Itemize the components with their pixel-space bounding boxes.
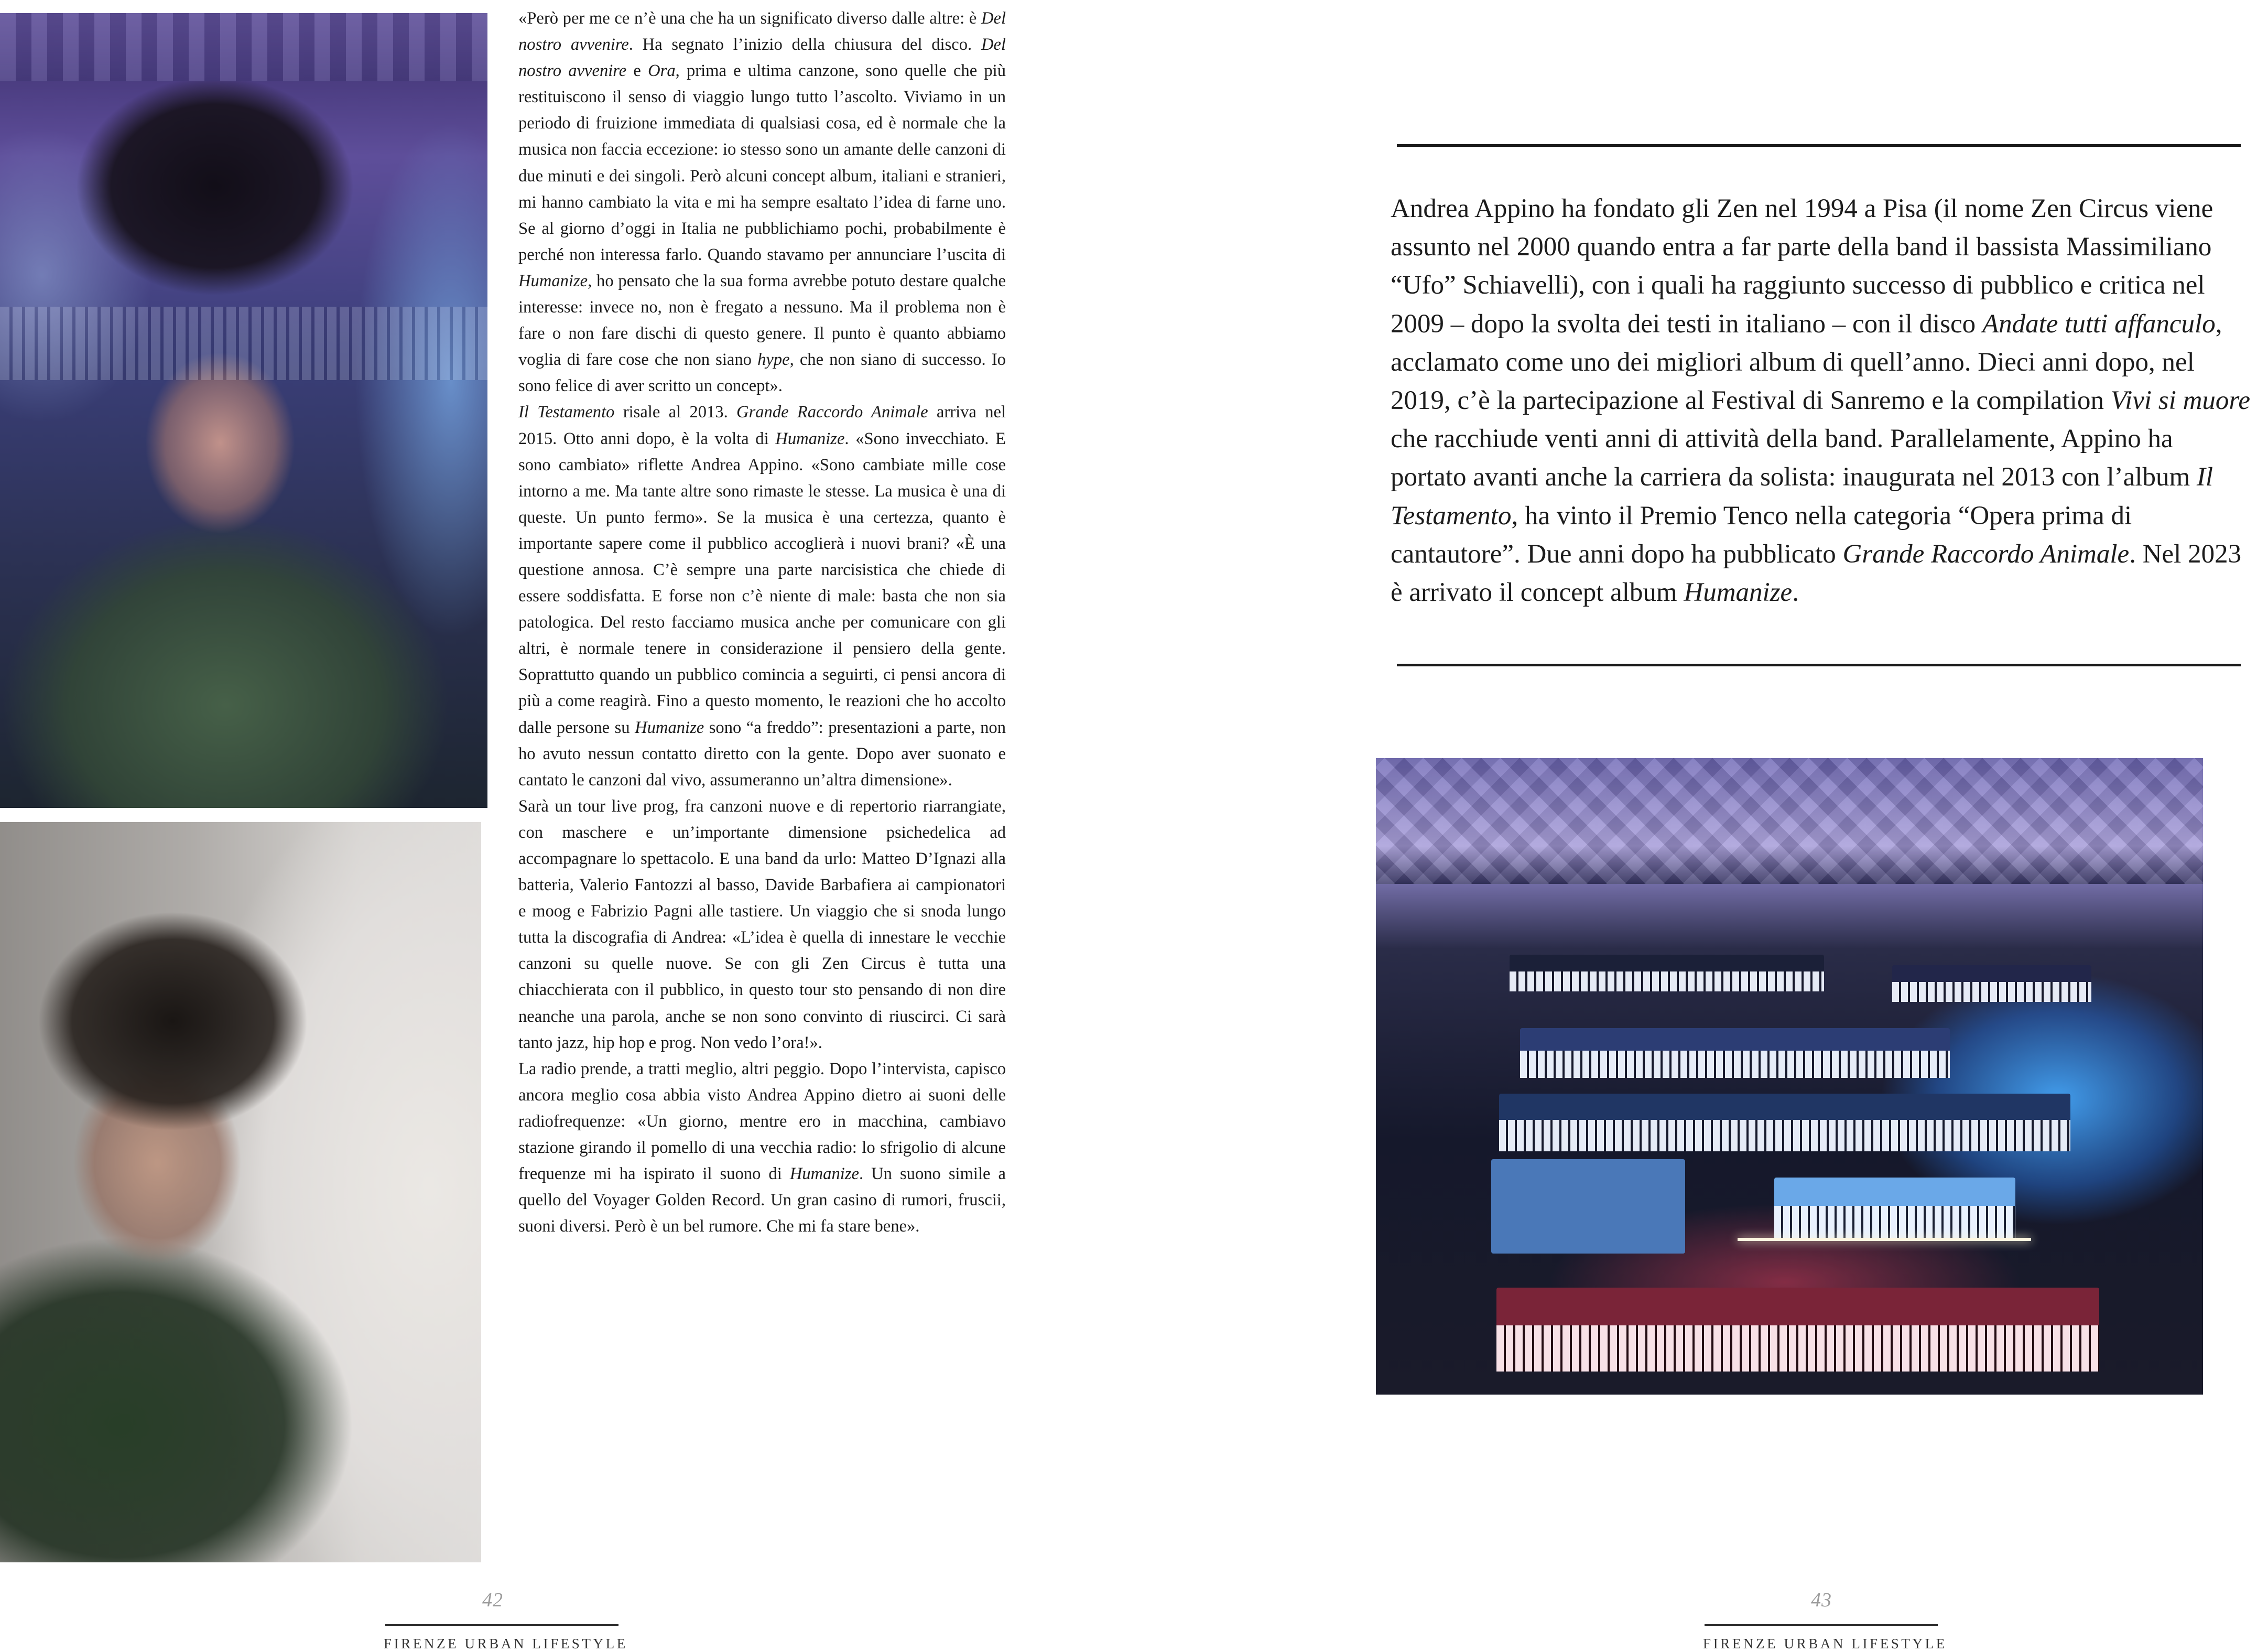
text-run: e [626, 61, 648, 81]
text-run: sono “a freddo”: presentazioni a parte, non ho avuto nessun contatto diretto con la gente. Dopo aver suonato e cantato le canzoni dal vivo, assumeranno un’altra dimensione». [518, 718, 1006, 790]
text-run: che racchiude venti anni di attività della band. Parallelamente, Appino ha portato avanti anche la carriera da solista: inaugurata nel 2013 con l’album [1391, 424, 2197, 492]
text-run: , ha vinto il Premio Tenco nella categoria “Opera prima di cantautore”. Due anni dopo ha pubblicato [1391, 501, 2132, 569]
text-run: «Però per me ce n’è una che ha un significato diverso dalle altre: è [518, 9, 981, 28]
song-title: Del nostro avvenire [518, 35, 1006, 81]
red-stage-keyboard [1496, 1288, 2099, 1372]
album-title: Humanize [518, 271, 588, 290]
paragraph-3: Sarà un tour live prog, fra canzoni nuove e di repertorio riarrangiate, con maschere e un’importante dimensione psichedelica ad accompagnare lo spettacolo. E una band da urlo: Matteo D’Ignazi alla batteria, Valerio Fantozzi al basso, Davide Barbafiera ai campionatori e moog e Fabrizio Pagni alle tastiere. Un viaggio che si snoda lungo tutta la discografia di Andrea: «L’idea è quella di innestare le vecchie canzoni su quelle nuove. Se con gli Zen Circus è tutta una chiacchierata con il pubblico, in questo tour sto pensando di non dire neanche una parola, anche se non sono convinto di riuscirci. Ci sarà tanto jazz, hip hop e prog. Non vedo l’ora!». [518, 796, 1006, 1052]
text-run: La radio prende, a tratti meglio, altri peggio. Dopo l’intervista, capisco ancora meglio cosa abbia visto Andrea Appino dietro ai suoni delle radiofrequenze: «Un giorno, mentre ero in macchina, cambiavo stazione girando il pomello di una vecchia radio: lo sfrigolio di alcune frequenze mi ha ispirato il suono di [518, 1059, 1006, 1184]
album-title: Humanize [1684, 578, 1793, 608]
bio-bottom-rule [1397, 664, 2241, 666]
paragraph-4 [518, 1056, 1006, 1240]
text-run: arriva nel 2015. Otto anni dopo, è la volta di [518, 403, 1006, 448]
album-title: Grande Raccordo Animale [736, 403, 928, 422]
acoustic-foam-ceiling [1376, 758, 2203, 884]
page-number-left: 42 [482, 1589, 503, 1611]
page-number-right: 43 [1811, 1589, 1832, 1611]
portrait-photo-smiling [0, 822, 481, 1562]
background-keyboard [0, 307, 487, 380]
synth-top-left [1510, 955, 1824, 991]
text-run: , acclamato come uno dei migliori album di quell’anno. Dieci anni dopo, nel 2019, c’è la partecipazione al Festival di Sanremo e la compilation [1391, 309, 2222, 416]
song-title: Del nostro avvenire [518, 9, 1006, 55]
album-title: Vivi si muore [2110, 386, 2250, 416]
text-run: , ho pensato che la sua forma avrebbe potuto destare qualche interesse: invece no, non è fregato a nessuno. Ma il problema non è fare o non fare dischi di questo genere. Il punto è quanto abbiamo voglia di fare cose che non siano [518, 271, 1006, 370]
text-run: . «Sono invecchiato. E sono cambiato» riflette Andrea Appino. «Sono cambiate mille cose intorno a me. Ma tante altre sono rimaste le stesse. La musica è una di queste. Un punto fermo». Se la musica è una certezza, quanto è importante sapere come il pubblico accoglierà i nuovi brani? «È una questione annosa. C’è sempre una parte narcisistica che chiede di essere soddisfatta. E forse non c’è niente di male: basta che non sia patologica. Del resto facciamo musica anche per comunicare con gli altri, è normale tenere in considerazione il pensiero della gente. Soprattutto quando un pubblico comincia a seguirti, ci pensi ancora di più a come reagirà. Fino a questo momento, le reazioni che ho accolto dalle persone su [518, 429, 1006, 737]
song-title: Ora [648, 61, 676, 81]
bio-top-rule [1397, 144, 2241, 147]
led-strip [1738, 1238, 2031, 1241]
footer-magazine-name-left: FIRENZE URBAN LIFESTYLE [384, 1636, 628, 1651]
synth-tier-3 [1499, 1094, 2070, 1151]
album-title: Il Testamento [1391, 462, 2213, 531]
text-run: risale al 2013. [614, 403, 737, 422]
text-run: , prima e ultima canzone, sono quelle che più restituiscono il senso di viaggio lungo tutto l’ascolto. Viviamo in un periodo di fruizione immediata di qualsiasi cosa, ed è normale che la musica non faccia eccezione: io stesso sono un amante delle canzoni di due minuti e dei singoli. Però alcuni concept album, italiani e stranieri, mi hanno cambiato la vita e mi ha sempre esaltato l’idea di farne uno. Se al giorno d’oggi in Italia ne pubblichiamo pochi, probabilmente è perché non interessa farlo. Quando stavamo per annunciare l’uscita di [518, 61, 1006, 264]
album-title: Il Testamento [518, 403, 615, 422]
text-run: . Ha segnato l’inizio della chiusura del disco. [628, 35, 981, 55]
synth-module-right [1774, 1178, 2015, 1240]
synth-tier-2 [1520, 1028, 1950, 1078]
text-run: . Un suono simile a quello del Voyager Golden Record. Un gran casino di rumori, fruscii, suoni diversi. Però è un bel rumore. Che mi fa stare bene». [518, 1164, 1006, 1236]
album-title: Andate tutti affanculo [1982, 309, 2216, 339]
album-title: Humanize [789, 1164, 859, 1184]
text-run: . Nel 2023 è arrivato il concept album [1391, 539, 2242, 608]
footer-magazine-name-right: FIRENZE URBAN LIFESTYLE [1703, 1636, 1947, 1651]
synth-top-right [1892, 965, 2091, 1002]
paragraph-2 [518, 399, 1006, 793]
synth-module-left [1491, 1159, 1685, 1254]
text-run: , che non siano di successo. Io sono felice di aver scritto un concept». [518, 350, 1006, 396]
synthesizer-rack-photo [1376, 758, 2203, 1395]
album-title: Grande Raccordo Animale [1842, 539, 2130, 569]
album-title: Humanize [775, 429, 845, 448]
footer-rule-left [385, 1624, 618, 1626]
paragraph-1 [518, 5, 1006, 399]
footer-rule-right [1705, 1624, 1938, 1626]
acoustic-ceiling [0, 13, 487, 81]
album-title: Humanize [635, 718, 704, 737]
article-body [518, 5, 1006, 1239]
text-run: . [1792, 578, 1799, 608]
text-run: Andrea Appino ha fondato gli Zen nel 1994 a Pisa (il nome Zen Circus viene assunto nel 2000 quando entra a far parte della band il bassista Massimiliano “Ufo” Schiavelli), con i quali ha raggiunto successo di pubblico e critica nel 2009 – dopo la svolta dei testi in italiano – con il disco [1391, 194, 2213, 339]
emphasis: hype [757, 350, 790, 370]
artist-bio [1391, 190, 2250, 612]
portrait-photo-studio [0, 13, 487, 808]
